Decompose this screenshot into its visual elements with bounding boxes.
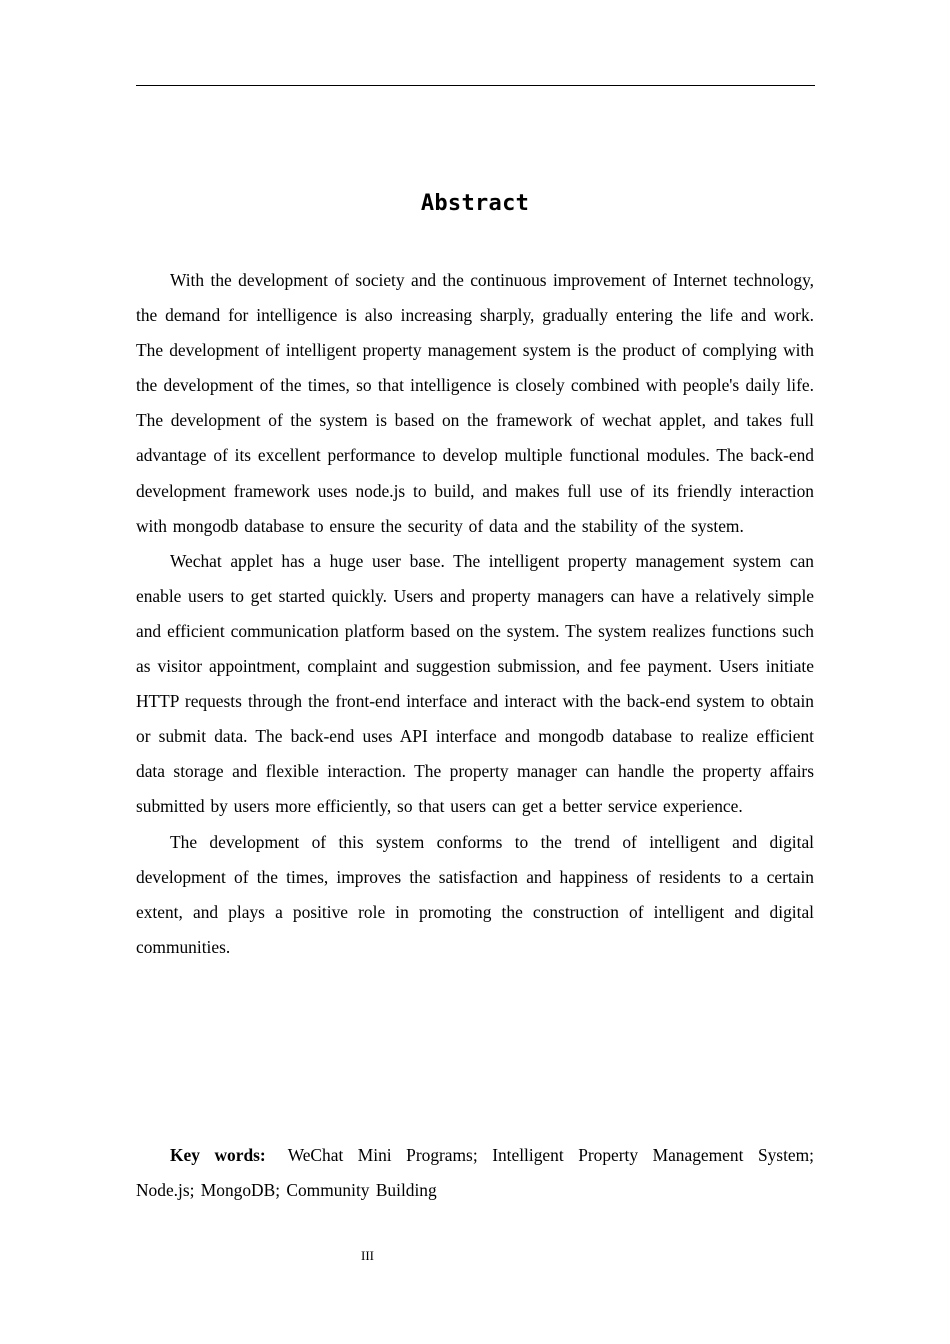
abstract-body — [136, 263, 814, 965]
header-rule — [136, 85, 815, 86]
page-title: Abstract — [420, 191, 530, 216]
keywords-text: WeChat Mini Programs; Intelligent Property Management System; Node.js; MongoDB; Community Building — [136, 1145, 814, 1200]
abstract-paragraph-2: Wechat applet has a huge user base. The intelligent property management system can enable users to get started quickly. Users and property managers can have a relatively simple and efficient communication platform based on the system. The system realizes functions such as visitor appointment, complaint and suggestion submission, and fee payment. Users initiate HTTP requests through the front-end interface and interact with the back-end system to obtain or submit data. The back-end uses API interface and mongodb database to realize efficient data storage and flexible interaction. The property manager can handle the property affairs submitted by users more efficiently, so that users can get a better service experience. — [136, 550, 814, 817]
page-number: III — [361, 1248, 374, 1263]
keywords-label: Key words: — [170, 1145, 266, 1165]
keywords-section — [136, 1138, 814, 1208]
abstract-paragraph-1: With the development of society and the continuous improvement of Internet technology, the demand for intelligence is also increasing sharply, gradually entering the life and work. The development of intelligent property management system is the product of complying with the development of the times, so that intelligence is closely combined with people's daily life. The development of the system is based on the framework of wechat applet, and takes full advantage of its excellent performance to develop multiple functional modules. The back-end development framework uses node.js to build, and makes full use of its friendly interaction with mongodb database to ensure the security of data and the stability of the system. — [136, 270, 814, 536]
abstract-paragraph-3: The development of this system conforms to the trend of intelligent and digital development of the times, improves the satisfaction and happiness of residents to a certain extent, and plays a positive role in promoting the construction of intelligent and digital communities. — [136, 831, 814, 957]
